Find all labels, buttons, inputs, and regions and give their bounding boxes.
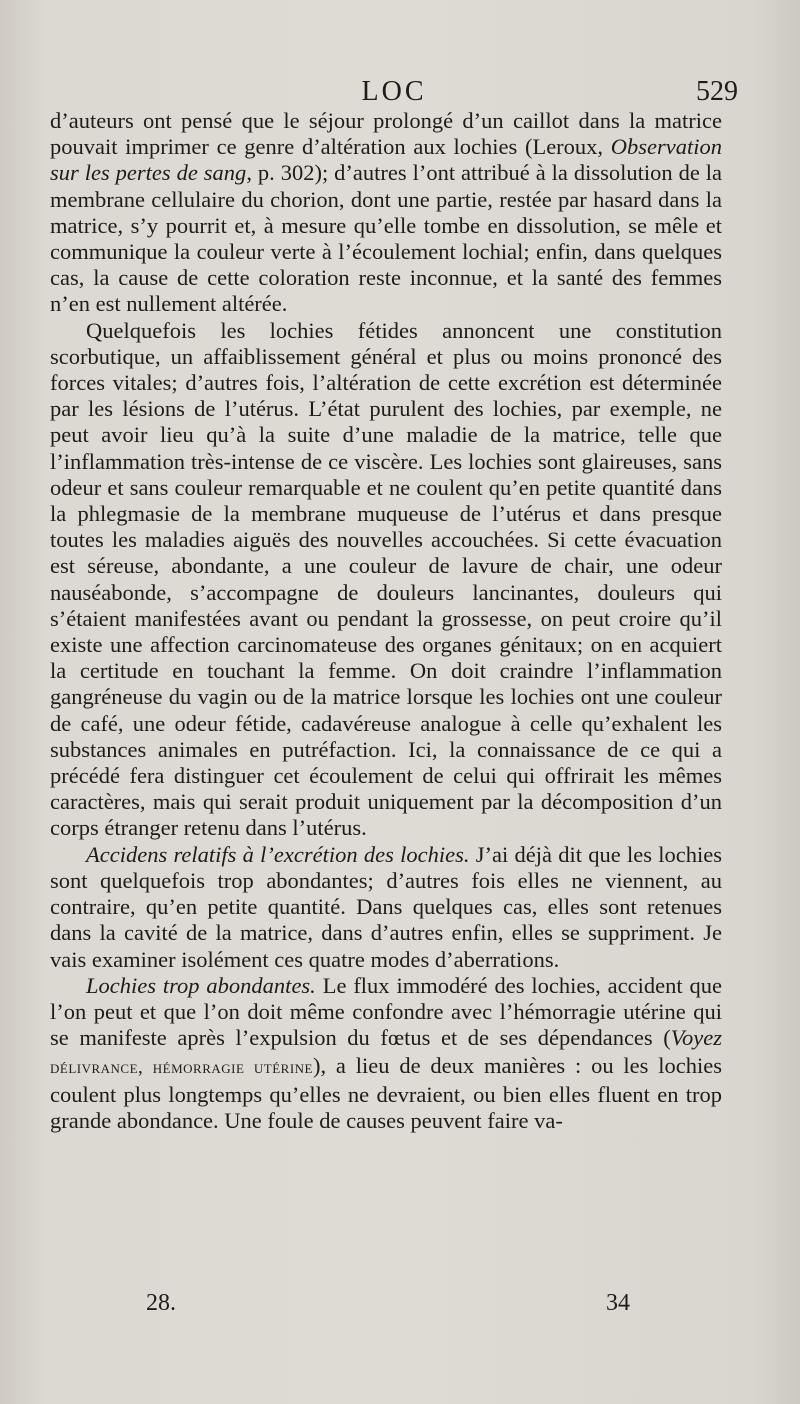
paragraph [50, 318, 722, 842]
citation-title: Observation sur les pertes de sang [50, 134, 722, 186]
page-header [50, 76, 738, 112]
paragraph [50, 973, 722, 1134]
paragraph [50, 108, 722, 318]
text-run: Quelquefois les lochies fétides annoncent une constitution scorbutique, un affaiblissement général et plus ou moins prononcé des forces vitales; d’autres fois, l’altération de cette excrétion est déterminée par les lésions de l’utérus. L’état purulent des lochies, par exemple, ne peut avoir lieu qu’à la suite d’une maladie de la matrice, telle que l’inflammation très-intense de ce viscère. Les lochies sont glaireuses, sans odeur et sans couleur remarquable et ne coulent qu’en petite quantité dans la phlegmasie de la membrane muqueuse de l’utérus et dans presque toutes les maladies aiguës des nouvelles accouchées. Si cette évacuation est séreuse, abondante, a une couleur de lavure de chair, une odeur nauséabonde, s’accompagne de douleurs lancinantes, douleurs qui s’étaient manifestées avant ou pendant la grossesse, on peut croire qu’il existe une affection carcinomateuse des organes génitaux; on en acquiert la certitude en touchant la femme. On doit craindre l’inflammation gangréneuse du vagin ou de la matrice lorsque les lochies ont une couleur de café, une odeur fétide, cadavéreuse analogue à celle qu’exhalent les substances animales en putréfaction. Ici, la connaissance de ce qui a précédé fera distinguer cet écoulement de celui qui offrirait les mêmes caractères, mais qui serait produit uniquement par la décomposition d’un corps étranger retenu dans l’utérus. [50, 317, 722, 841]
text-run: J’ai déjà dit que les lochies sont quelquefois trop abondantes; d’autres fois elles ne viennent, au contraire, qu’en petite quantité. Dans quelques cas, elles sont retenues dans la cavité de la matrice, dans d’autres enfin, elles se suppriment. Je vais examiner isolément ces quatre modes d’aberrations. [50, 841, 722, 972]
cross-reference-terms: délivrance, hémorragie utérine [50, 1057, 313, 1079]
signature-mark: 28. [146, 1290, 176, 1316]
section-heading: Accidens relatifs à l’excrétion des lochies. [86, 841, 470, 867]
paragraph [50, 842, 722, 973]
page-footer [50, 1290, 722, 1320]
section-heading: Lochies trop abondantes. [86, 972, 316, 998]
page-number: 529 [696, 76, 738, 107]
cross-reference-voyez: Voyez [670, 1025, 722, 1051]
text-run: , p. 302); d’autres l’ont attribué à la dissolution de la membrane cellulaire du chorion, dont une partie, restée par hasard dans la matrice, s’y pourrit et, à mesure qu’elle tombe en dissolution, se mêle et communique la couleur verte à l’écoulement lochial; enfin, dans quelques cas, la cause de cette coloration reste inconnue, et la santé des femmes n’en est nullement altérée. [50, 160, 722, 317]
signature-mark: 34 [606, 1290, 630, 1316]
text-run: ), a lieu de deux manières : ou les lochies coulent plus longtemps qu’elles ne devraient, ou bien elles fluent en trop grande abondance. Une foule de causes peuvent faire va- [50, 1053, 722, 1133]
body-text [50, 108, 722, 1134]
text-run: Le flux immodéré des lochies, accident que l’on peut et que l’on doit même confondre avec l’hémorragie utérine qui se manifeste après l’expulsion du fœtus et de ses dépendances ( [50, 972, 722, 1051]
running-head: LOC [361, 76, 427, 107]
text-run: d’auteurs ont pensé que le séjour prolongé d’un caillot dans la matrice pouvait imprimer ce genre d’altération aux lochies (Leroux, [50, 108, 722, 160]
